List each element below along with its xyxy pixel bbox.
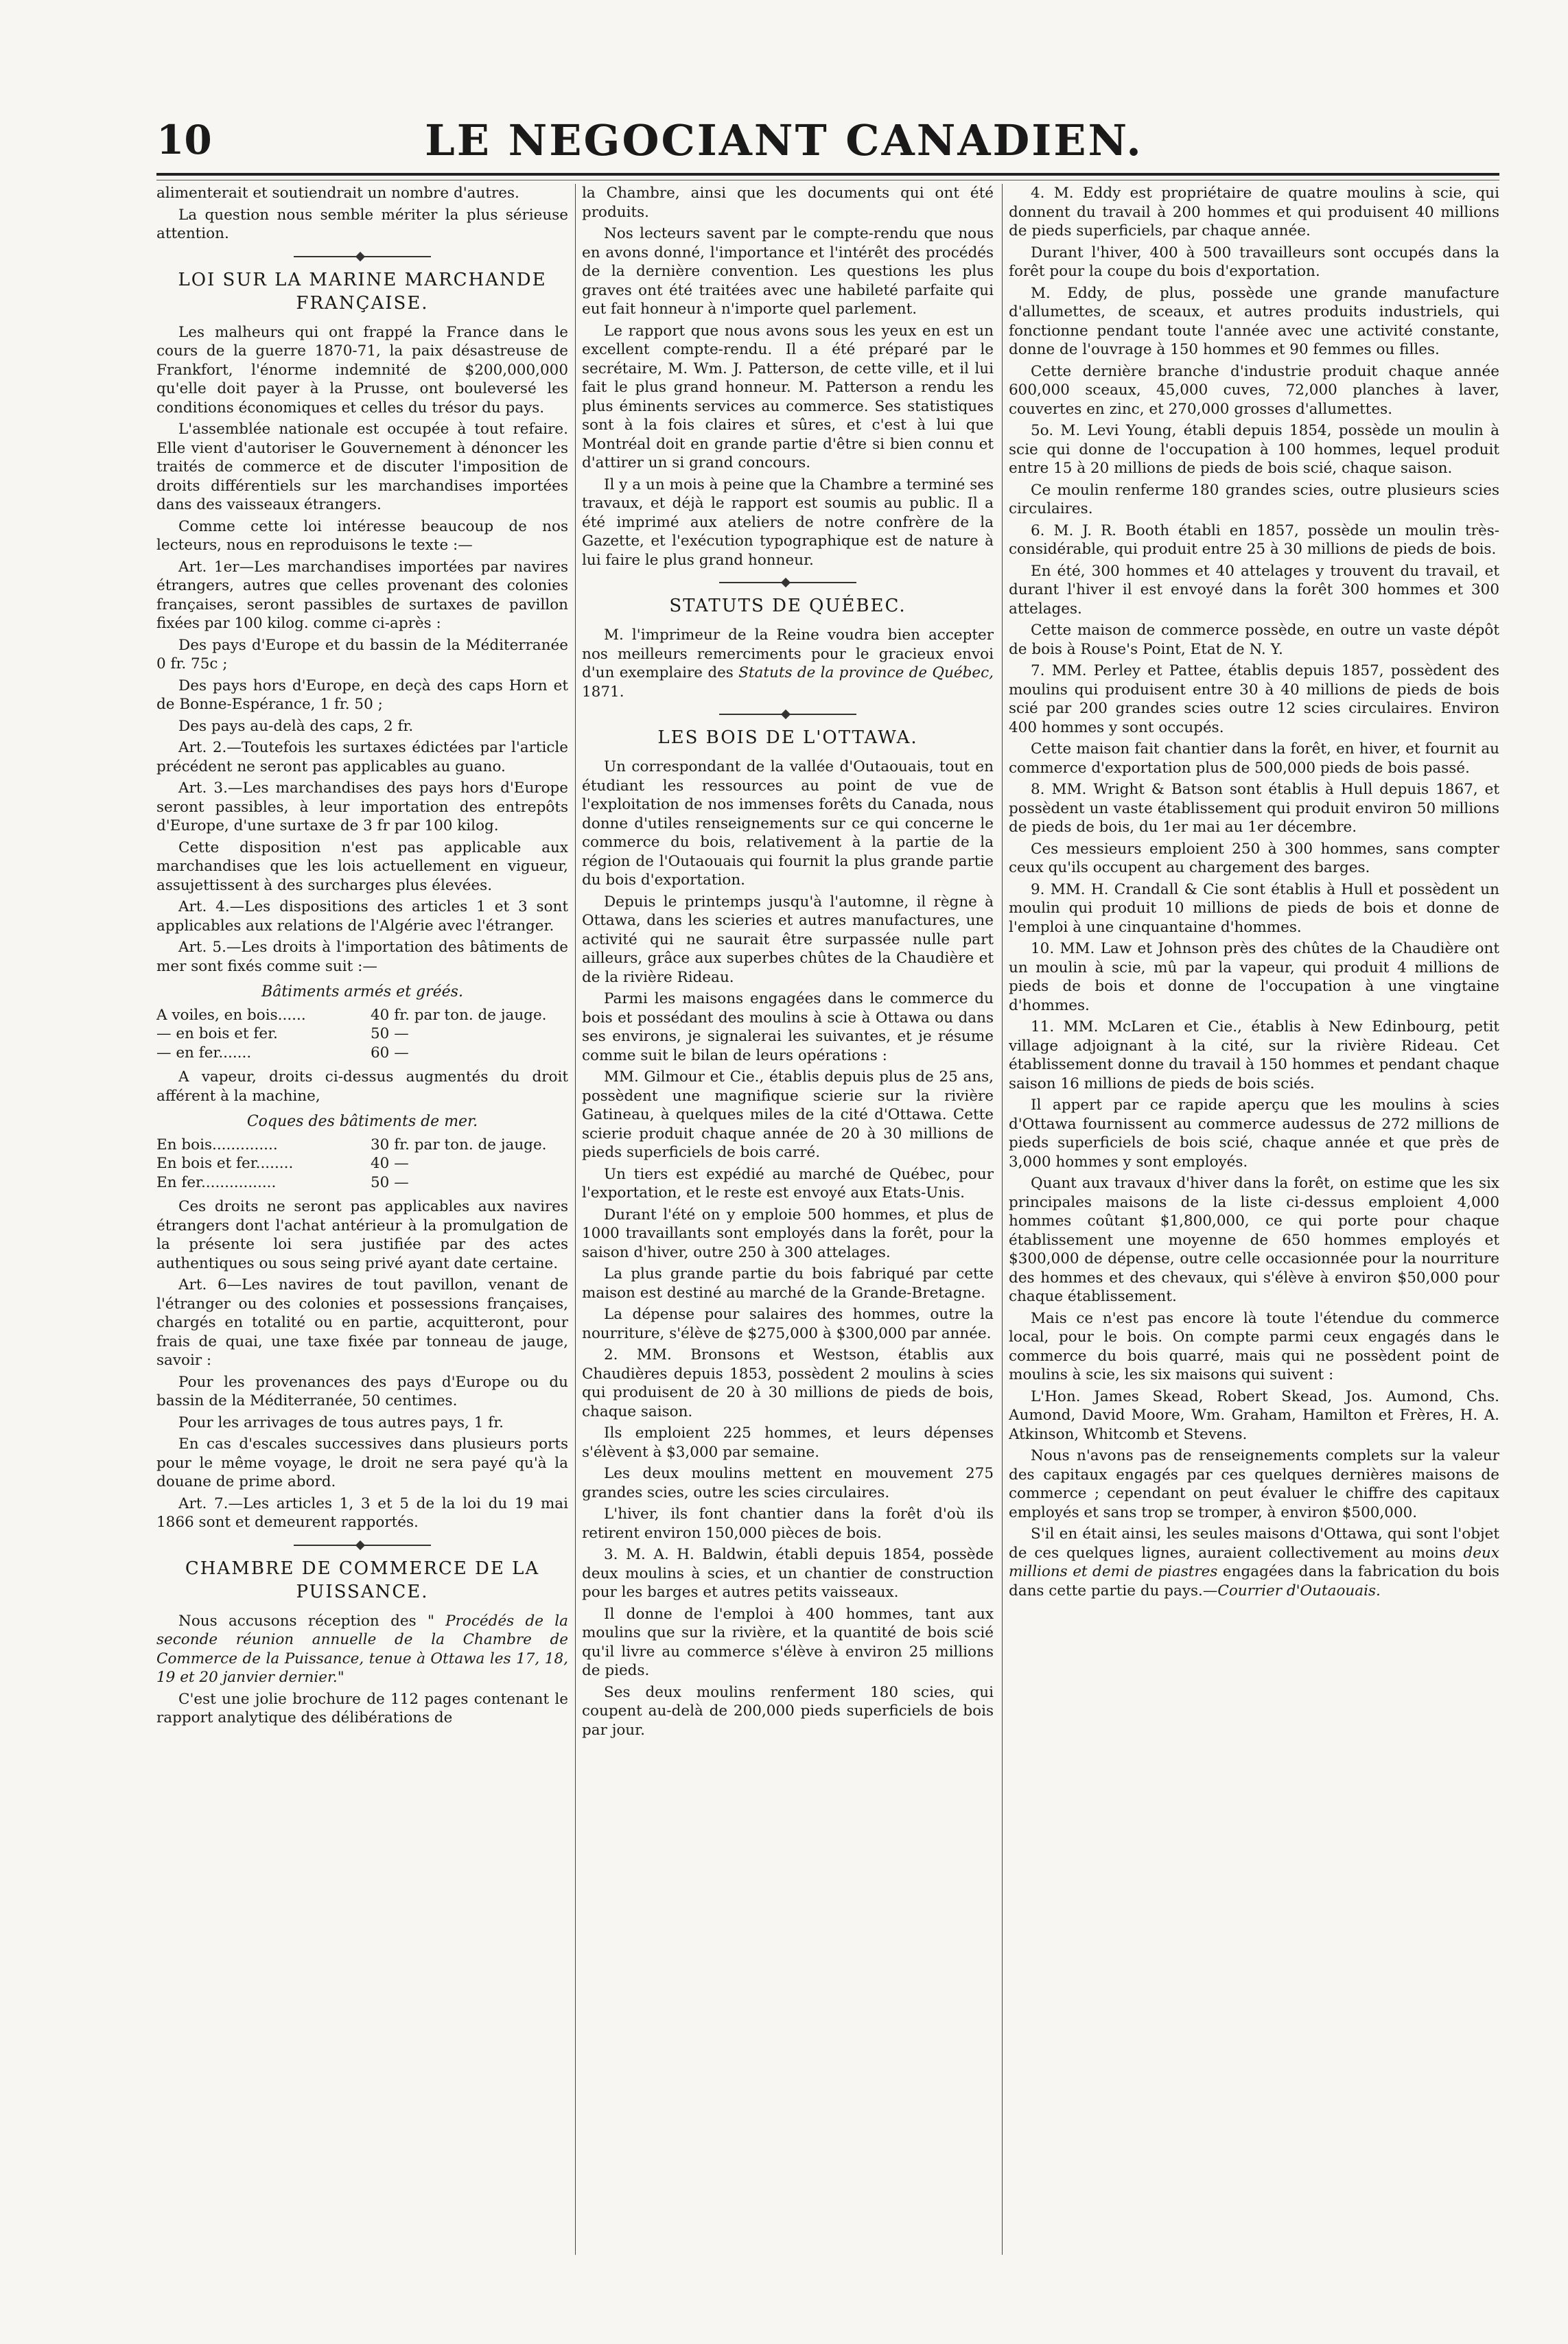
- table-cell: En fer................: [156, 1173, 277, 1191]
- column-1: [156, 184, 568, 2255]
- paragraph: Cette disposition n'est pas applicable aux marchandises que les lois actuellement en vigueur, assujettissent à des surcharges plus élevées.: [156, 839, 568, 894]
- masthead-title: LE NEGOCIANT CANADIEN.: [425, 115, 1143, 165]
- source-credit: Courrier d'Outaouais.: [1217, 1582, 1381, 1599]
- paragraph: Ce moulin renferme 180 grandes scies, outre plusieurs scies circulaires.: [1009, 481, 1499, 517]
- table-cell: 40 fr. par ton. de jauge.: [371, 1006, 547, 1024]
- table-cell: 40 —: [371, 1155, 409, 1172]
- table-row: [156, 1154, 568, 1173]
- paragraph: Art. 2.—Toutefois les surtaxes édictées par l'article précédent ne seront pas applicables au guano.: [156, 739, 568, 775]
- section-divider: [294, 256, 431, 257]
- italic-text-run: " Procédés de la seconde réunion annuelle de la Chambre de Commerce de la Puissance, tenue à Ottawa les 17, 18, 19 et 20 janvier dernier.": [156, 1612, 568, 1686]
- article-heading-loi-marine: LOI SUR LA MARINE MARCHANDE FRANÇAISE.: [178, 269, 547, 314]
- paragraph: Mais ce n'est pas encore là toute l'étendue du commerce local, pour le bois. On compte parmi ceux engagés dans le commerce du bois quarré, mais qui ne possèdent point de moulins à scie, les six maisons qui suivent :: [1009, 1309, 1499, 1383]
- paragraph: 8. MM. Wright & Batson sont établis à Hull depuis 1867, et possèdent un vaste établissement qui produit environ 50 millions de pieds de bois, du 1er mai au 1er décembre.: [1009, 781, 1499, 836]
- text-run: M. l'imprimeur de la Reine voudra bien accepter nos meilleurs remerciments pour le gracieux envoi d'un exemplaire des: [582, 626, 994, 681]
- paragraph: [156, 1612, 568, 1687]
- article-heading-statuts: STATUTS DE QUÉBEC.: [669, 596, 906, 616]
- paragraph: L'assemblée nationale est occupée à tout refaire. Elle vient d'autoriser le Gouvernement à dénoncer les traités de commerce et de discuter l'imposition de droits différentiels sur les marchandises importées dans des vaisseaux étrangers.: [156, 421, 568, 513]
- paragraph: Un tiers est expédié au marché de Québec, pour l'exportation, et le reste est envoyé aux Etats-Unis.: [582, 1165, 994, 1202]
- paragraph: Cette dernière branche d'industrie produit chaque année 600,000 sceaux, 45,000 cuves, 72,000 planches à laver, couvertes en zinc, et 270,000 grosses d'allumettes.: [1009, 362, 1499, 418]
- paragraph: 7. MM. Perley et Pattee, établis depuis 1857, possèdent des moulins qui produisent entre 30 à 40 millions de pieds de bois scié par 200 grandes scies outre 12 scies circulaires. Environ 400 hommes y sont occupés.: [1009, 662, 1499, 736]
- text-run: 1871.: [582, 683, 624, 701]
- duty-table-batiments: [156, 1006, 568, 1063]
- paragraph: alimenterait et soutiendrait un nombre d'autres.: [156, 185, 519, 202]
- column-3: [1009, 184, 1499, 2255]
- paragraph: Le rapport que nous avons sous les yeux en est un excellent compte-rendu. Il a été préparé par le secrétaire, M. Wm. J. Patterson, de cette ville, et il lui fait le plus grand honneur. M. Patterson a rendu les plus éminents services au commerce. Ses statistiques sont à la fois claires et sûres, et c'est à lui que Montréal doit en grande partie d'être si bien connu et d'attirer un si grand concours.: [582, 322, 994, 471]
- paragraph: La plus grande partie du bois fabriqué par cette maison est destiné au marché de la Grande-Bretagne.: [582, 1265, 994, 1302]
- paragraph: Quant aux travaux d'hiver dans la forêt, on estime que les six principales maisons de la liste ci-dessus emploient 4,000 hommes coûtant $1,800,000, ce qui porte pour chaque établissement une moyenne de 650 hommes employés et $300,000 de dépense, outre celle occasionnée pour la nourriture des hommes et des chevaux, qui s'élève à environ $50,000 pour chaque établissement.: [1009, 1175, 1499, 1305]
- table-cell: 30 fr. par ton. de jauge.: [371, 1136, 547, 1153]
- paragraph: Parmi les maisons engagées dans le commerce du bois et possédant des moulins à scie à Ottawa ou dans ses environs, je signalerai les suivantes, et je résume comme suit le bilan de leurs opérations :: [582, 990, 994, 1064]
- paragraph: En cas d'escales successives dans plusieurs ports pour le même voyage, le droit ne sera payé qu'à la douane de prime abord.: [156, 1435, 568, 1490]
- paragraph: [582, 626, 994, 701]
- paragraph: En été, 300 hommes et 40 attelages y trouvent du travail, et durant l'hiver il est envoyé dans la forêt 300 hommes et 300 attelages.: [1009, 562, 1499, 618]
- subheading-batiments: Bâtiments armés et gréés.: [261, 983, 463, 1000]
- column-divider: [1002, 184, 1003, 2255]
- italic-text-run: deux millions et demi de piastres: [1009, 1544, 1499, 1580]
- paragraph: Les malheurs qui ont frappé la France dans le cours de la guerre 1870-71, la paix désastreuse de Frankfort, l'énorme indemnité de $200,000,000 qu'elle doit payer à la Prusse, ont bouleversé les conditions économiques et celles du trésor du pays.: [156, 323, 568, 417]
- subheading-coques: Coques des bâtiments de mer.: [246, 1113, 478, 1130]
- paragraph: Art. 4.—Les dispositions des articles 1 et 3 sont applicables aux relations de l'Algérie avec l'étranger.: [156, 898, 568, 935]
- duty-table-coques: [156, 1136, 568, 1193]
- paragraph: Ses deux moulins renferment 180 scies, qui coupent au-delà de 200,000 pieds superficiels de bois par jour.: [582, 1683, 994, 1739]
- paragraph: Durant l'hiver, 400 à 500 travailleurs sont occupés dans la forêt pour la coupe du bois d'exportation.: [1009, 244, 1499, 280]
- paragraph: Un correspondant de la vallée d'Outaouais, tout en étudiant les ressources au point de vue de l'exploitation de nos immenses forêts du Canada, nous donne d'utiles renseignements sur ce qui concerne le commerce du bois, relativement à la partie de la région de l'Outaouais qui fournit la plus grande partie du bois d'exportation.: [582, 758, 994, 889]
- table-row: [156, 1136, 568, 1155]
- text-run: Nous accusons réception des: [178, 1612, 428, 1630]
- paragraph: Art. 6—Les navires de tout pavillon, venant de l'étranger ou des colonies et possessions françaises, chargés en totalité ou en partie, acquitteront, pour frais de quai, une taxe fixée par tonneau de jauge, savoir :: [156, 1276, 568, 1369]
- paragraph: A vapeur, droits ci-dessus augmentés du droit afférent à la machine,: [156, 1068, 568, 1105]
- paragraph: Art. 5.—Les droits à l'importation des bâtiments de mer sont fixés comme suit :—: [156, 939, 568, 975]
- section-divider: [294, 1545, 431, 1546]
- table-cell: — en fer.......: [156, 1044, 252, 1062]
- table-cell: — en bois et fer.: [156, 1025, 278, 1042]
- table-cell: A voiles, en bois......: [156, 1006, 306, 1024]
- article-heading-bois-ottawa: LES BOIS DE L'OTTAWA.: [657, 727, 918, 748]
- paragraph: 9. MM. H. Crandall & Cie sont établis à Hull et possèdent un moulin qui produit 10 millions de pieds de bois et donne de l'emploi à une cinquantaine d'hommes.: [1009, 880, 1499, 936]
- paragraph: Il y a un mois à peine que la Chambre a terminé ses travaux, et déjà le rapport est soumis au public. Il a été imprimé aux ateliers de notre confrère de la Gazette, et l'exécution typographique est de nature à lui faire le plus grand honneur.: [582, 476, 994, 569]
- table-cell: En bois..............: [156, 1136, 278, 1153]
- paragraph: Pour les arrivages de tous autres pays, 1 fr.: [178, 1414, 504, 1431]
- paragraph: 6. M. J. R. Booth établi en 1857, possède un moulin très-considérable, qui produit entre 25 à 30 millions de pieds de bois.: [1009, 521, 1499, 558]
- paragraph: Pour les provenances des pays d'Europe ou du bassin de la Méditerranée, 50 centimes.: [156, 1373, 568, 1409]
- table-row: [156, 1006, 568, 1025]
- column-divider: [575, 184, 576, 2255]
- paragraph: Ils emploient 225 hommes, et leurs dépenses s'élèvent à $3,000 par semaine.: [582, 1425, 994, 1461]
- paragraph: Des pays d'Europe et du bassin de la Méditerranée 0 fr. 75c ;: [156, 636, 568, 672]
- paragraph: La dépense pour salaires des hommes, outre la nourriture, s'élève de $275,000 à $300,000 par année.: [582, 1306, 994, 1342]
- page-number: 10: [156, 117, 212, 163]
- italic-text-run: Statuts de la province de Québec,: [738, 664, 994, 681]
- section-divider: [719, 714, 856, 715]
- paragraph: M. Eddy, de plus, possède une grande manufacture d'allumettes, de sceaux, et autres produits industriels, qui fonctionne pendant toute l'année avec une activité constante, donne de l'ouvrage à 150 hommes et 90 femmes ou filles.: [1009, 284, 1499, 358]
- paragraph: Des pays hors d'Europe, en deçà des caps Horn et de Bonne-Espérance, 1 fr. 50 ;: [156, 677, 568, 713]
- text-run: S'il en était ainsi, les seules maisons d'Ottawa, qui sont l'objet de ces quelques lignes, auraient collectivement au moins: [1009, 1525, 1499, 1562]
- paragraph: Comme cette loi intéresse beaucoup de nos lecteurs, nous en reproduisons le texte :—: [156, 517, 568, 554]
- paragraph: L'Hon. James Skead, Robert Skead, Jos. Aumond, Chs. Aumond, David Moore, Wm. Graham, Hamilton et Frères, H. A. Atkinson, Whitcomb et Stevens.: [1009, 1387, 1499, 1443]
- table-cell: En bois et fer........: [156, 1155, 294, 1172]
- paragraph: Il donne de l'emploi à 400 hommes, tant aux moulins que sur la rivière, et la quantité de bois scié qu'il livre au commerce s'élève à environ 25 millions de pieds.: [582, 1605, 994, 1679]
- paragraph: Art. 7.—Les articles 1, 3 et 5 de la loi du 19 mai 1866 sont et demeurent rapportés.: [156, 1495, 568, 1531]
- paragraph: 5o. M. Levi Young, établi depuis 1854, possède un moulin à scie qui donne de l'occupation à 100 hommes, lequel produit entre 15 à 20 millions de pieds de bois scié, chaque saison.: [1009, 422, 1499, 477]
- table-cell: 50 —: [371, 1025, 409, 1042]
- table-row: [156, 1024, 568, 1044]
- paragraph: Ces messieurs emploient 250 à 300 hommes, sans compter ceux qu'ils occupent au chargement des barges.: [1009, 840, 1499, 876]
- table-row: [156, 1044, 568, 1063]
- paragraph: Nous n'avons pas de renseignements complets sur la valeur des capitaux engagés par ces quelques dernières maisons de commerce ; cependant on peut évaluer le chiffre des capitaux employés et sans trop se tromper, à environ $500,000.: [1009, 1447, 1499, 1521]
- paragraph: Art. 1er—Les marchandises importées par navires étrangers, autres que celles provenant des colonies françaises, seront passibles de surtaxes de pavillon fixées par 100 kilog. comme ci-après :: [156, 558, 568, 632]
- paragraph: Les deux moulins mettent en mouvement 275 grandes scies, outre les scies circulaires.: [582, 1465, 994, 1501]
- paragraph: 11. MM. McLaren et Cie., établis à New Edinbourg, petit village adjoignant à la cité, sur la rivière Rideau. Cet établissement donne du travail à 150 hommes et pendant chaque saison 16 millions de pieds de bois sciés.: [1009, 1018, 1499, 1092]
- paragraph: Depuis le printemps jusqu'à l'automne, il règne à Ottawa, dans les scieries et autres manufactures, une activité qui ne saurait être surpassée nulle part ailleurs, grâce aux superbes chûtes de la Chaudière et de la rivière Rideau.: [582, 893, 994, 986]
- text-run: engagées dans la fabrication du bois dans cette partie du pays.—: [1009, 1563, 1499, 1599]
- paragraph: Des pays au-delà des caps, 2 fr.: [178, 717, 414, 735]
- paragraph: Nos lecteurs savent par le compte-rendu que nous en avons donné, l'importance et l'intérêt des procédés de la dernière convention. Les questions les plus graves ont été traitées avec une habileté parfaite qui eut fait honneur à n'importe quel parlement.: [582, 225, 994, 318]
- article-heading-chambre-commerce: CHAMBRE DE COMMERCE DE LA PUISSANCE.: [185, 1558, 540, 1602]
- paragraph: Ces droits ne seront pas applicables aux navires étrangers dont l'achat antérieur à la promulgation de la présente loi sera justifiée par des actes authentiques ou sous seing privé ayant date certaine.: [156, 1198, 568, 1272]
- paragraph: La question nous semble mériter la plus sérieuse attention.: [156, 206, 568, 242]
- paragraph: 4. M. Eddy est propriétaire de quatre moulins à scie, qui donnent du travail à 200 hommes et qui produisent 40 millions de pieds superficiels, par chaque année.: [1009, 185, 1499, 239]
- header-rule: [156, 173, 1499, 176]
- paragraph: Cette maison fait chantier dans la forêt, en hiver, et fournit au commerce d'exportation plus de 500,000 pieds de bois passé.: [1009, 740, 1499, 777]
- table-row: [156, 1173, 568, 1193]
- paragraph: Il appert par ce rapide aperçu que les moulins à scies d'Ottawa fournissent au commerce audessus de 272 millions de pieds superficiels de bois scié, chaque année et que près de 3,000 hommes y sont employés.: [1009, 1097, 1499, 1171]
- paragraph: la Chambre, ainsi que les documents qui ont été produits.: [582, 185, 994, 221]
- paragraph: Cette maison de commerce possède, en outre un vaste dépôt de bois à Rouse's Point, Etat de N. Y.: [1009, 622, 1499, 658]
- paragraph: Art. 3.—Les marchandises des pays hors d'Europe seront passibles, à leur importation des entrepôts d'Europe, d'une surtaxe de 3 fr par 100 kilog.: [156, 780, 568, 834]
- paragraph: C'est une jolie brochure de 112 pages contenant le rapport analytique des délibérations de: [156, 1690, 568, 1726]
- paragraph: MM. Gilmour et Cie., établis depuis plus de 25 ans, possèdent une magnifique scierie sur la rivière Gatineau, à quelques miles de la cité d'Ottawa. Cette scierie produit chaque année de 20 à 30 millions de pieds superficiels de bois carré.: [582, 1068, 994, 1161]
- paragraph: 3. M. A. H. Baldwin, établi depuis 1854, possède deux moulins à scies, et un chantier de construction pour les barges et autres petits vaisseaux.: [582, 1546, 994, 1601]
- column-2: [582, 184, 994, 2255]
- paragraph: Durant l'été on y emploie 500 hommes, et plus de 1000 travaillants sont employés dans la forêt, pour la saison d'hiver, outre 250 à 300 attelages.: [582, 1206, 994, 1261]
- paragraph: 10. MM. Law et Johnson près des chûtes de la Chaudière ont un moulin à scie, mû par la vapeur, qui produit 4 millions de pieds de bois et donne de l'occupation à une vingtaine d'hommes.: [1009, 940, 1499, 1014]
- paragraph: L'hiver, ils font chantier dans la forêt d'où ils retirent environ 150,000 pièces de bois.: [582, 1505, 994, 1542]
- paragraph: [1009, 1525, 1499, 1600]
- table-cell: 60 —: [371, 1044, 409, 1062]
- paragraph: 2. MM. Bronsons et Westson, établis aux Chaudières depuis 1853, possèdent 2 moulins à scies qui produisent de 20 à 30 millions de pieds de bois, chaque saison.: [582, 1346, 994, 1420]
- section-divider: [719, 582, 856, 583]
- table-cell: 50 —: [371, 1173, 409, 1191]
